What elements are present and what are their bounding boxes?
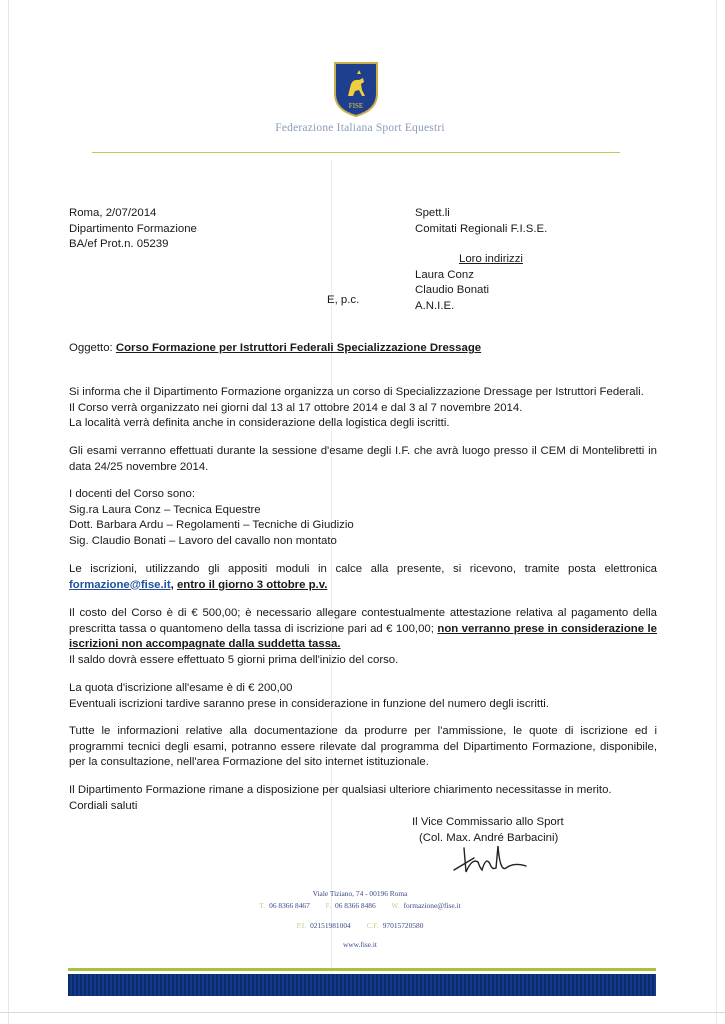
header-divider [92, 152, 620, 153]
paragraph-exam-fee [69, 681, 549, 712]
footer-address: Viale Tiziano, 74 - 00196 Roma [312, 889, 408, 898]
federation-name: Federazione Italiana Sport Equestri [275, 122, 445, 134]
paragraph-exam-info [69, 444, 657, 475]
body-line: La località verrà definita anche in considerazione della logistica degli iscritti. [69, 417, 450, 430]
web-label: W. [391, 901, 400, 910]
footer-tel: 06 8366 8467 [269, 901, 310, 910]
sender-block [69, 206, 197, 253]
paragraph-fees [69, 606, 657, 668]
fee-warning: non verranno prese in considerazione le iscrizioni non accompagnate dalla suddetta tassa. [69, 622, 657, 651]
closing-block [69, 783, 612, 814]
protocol-number: BA/ef Prot.n. 05239 [69, 238, 169, 251]
recipient-salutation: Spett.li [415, 207, 450, 219]
recipient-committees: Comitati Regionali F.I.S.E. [415, 222, 548, 235]
signatory-title: Il Vice Commissario allo Sport [412, 816, 564, 828]
paragraph-course-info [69, 385, 644, 432]
footer-cf: 97015720580 [382, 921, 424, 930]
svg-text:FISE: FISE [348, 102, 364, 110]
footer-tax-ids [150, 921, 570, 930]
body-line: La quota d'iscrizione all'esame è di € 200,00 [69, 682, 293, 694]
footer-email[interactable]: formazione@fise.it [403, 901, 461, 910]
fax-label: F. [325, 901, 332, 910]
paragraph-registration: Le iscrizioni, utilizzando gli appositi moduli in calce alla presente, si ricevono, tramite posta elettronica formazione@fise.it, entro il giorno 3 ottobre p.v. [69, 563, 657, 591]
fee-text: Il costo del Corso è di € 500,00; è necessario allegare contestualmente attestazione relativa al pagamento della prescritta tassa o quantomeno della tassa di iscrizione pari ad € 100,00; [69, 607, 657, 635]
recipient-addresses: Loro indirizzi [459, 253, 523, 266]
body-text: Gli esami verranno effettuati durante la sessione d'esame degli I.F. che avrà luogo presso il CEM di Montelibretti in data 24/25 novembre 2014. [69, 445, 657, 473]
sender-department: Dipartimento Formazione [69, 222, 197, 235]
cf-label: C.F. [366, 921, 379, 930]
availability-note: Il Dipartimento Formazione rimane a disposizione per qualsiasi ulteriore chiarimento necessitasse in merito. [69, 784, 612, 796]
handwritten-signature [440, 838, 560, 888]
teachers-list [69, 487, 354, 549]
closing-greeting: Cordiali saluti [69, 799, 138, 812]
body-text: Tutte le informazioni relative alla documentazione da produrre per l'ammissione, le quote di iscrizione ed i programmi tecnici degli esami, potranno essere rilevate dal programma del Dipartimento Formazione, disponibile, per la consultazione, nell'area Formazione del sito internet istituzionale. [69, 725, 657, 769]
subject-text: Corso Formazione per Istruttori Federali Specializzazione Dressage [115, 342, 482, 354]
body-line: Si informa che il Dipartimento Formazione organizza un corso di Specializzazione Dressage per Istruttori Federali. [69, 386, 644, 398]
scan-edge-left [8, 0, 9, 1024]
teacher-item: Dott. Barbara Ardu – Regolamenti – Tecniche di Giudizio [69, 519, 354, 532]
recipient-name: Laura Conz [415, 268, 474, 281]
email-link[interactable]: formazione@fise.it [69, 578, 171, 591]
place-date: Roma, 2/07/2014 [69, 207, 157, 219]
body-text: Le iscrizioni, utilizzando gli appositi moduli in calce alla presente, si ricevono, tramite posta elettronica [69, 563, 657, 575]
scan-edge-bottom [0, 1012, 725, 1013]
tel-label: T. [259, 901, 266, 910]
recipient-block [415, 206, 547, 315]
body-line: Eventuali iscrizioni tardive saranno prese in considerazione in funzione del numero degli iscritti. [69, 697, 549, 710]
footer-blue-band [68, 974, 656, 996]
footer-website[interactable]: www.fise.it [342, 940, 377, 949]
subject-label: Oggetto: [69, 342, 113, 354]
body-line: Il Corso verrà organizzato nei giorni dal 13 al 17 ottobre 2014 e dal 3 al 7 novembre 2014. [69, 401, 523, 414]
subject-line [69, 341, 481, 357]
teachers-intro: I docenti del Corso sono: [69, 488, 196, 500]
fee-balance: Il saldo dovrà essere effettuato 5 giorni prima dell'inizio del corso. [69, 653, 399, 666]
paragraph-documentation [69, 724, 657, 771]
recipient-name: Claudio Bonati [415, 284, 490, 297]
registration-deadline: entro il giorno 3 ottobre p.v. [176, 578, 328, 591]
footer-contacts [150, 901, 570, 910]
signatory-name: (Col. Max. André Barbacini) [419, 831, 559, 844]
footer-fax: 06 8366 8486 [335, 901, 376, 910]
scan-edge-right [716, 0, 717, 1024]
footer-piva: 02151981004 [310, 921, 351, 930]
fise-shield-logo [331, 60, 381, 118]
recipient-name: A.N.I.E. [415, 299, 455, 312]
teacher-item: Sig. Claudio Bonati – Lavoro del cavallo non montato [69, 534, 337, 547]
cc-label: E, p.c. [327, 294, 360, 306]
teacher-item: Sig.ra Laura Conz – Tecnica Equestre [69, 503, 261, 516]
piva-label: P.I. [296, 921, 307, 930]
footer-green-line [68, 968, 656, 971]
